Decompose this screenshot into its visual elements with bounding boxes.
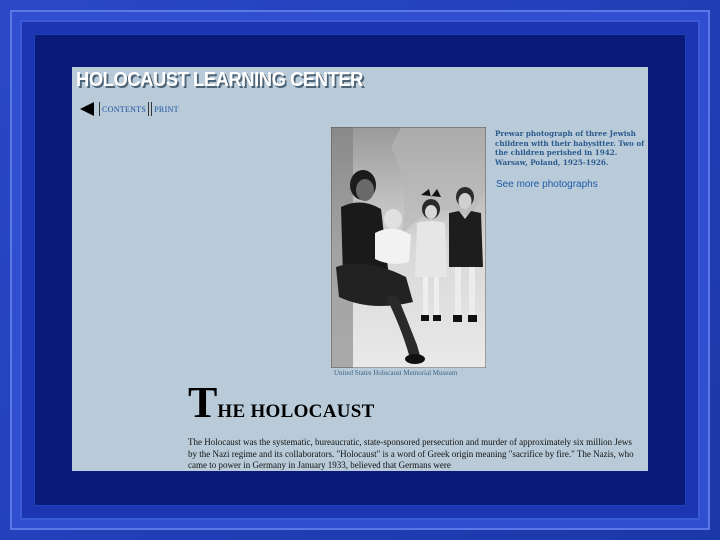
photo-caption: Prewar photograph of three Jewish children with their babysitter. Two of the children perished in 1942. Warsaw, Poland, 1925-1926.: [495, 129, 645, 167]
nav-divider: [148, 102, 149, 116]
historical-photo: [331, 127, 486, 368]
nav-divider: [151, 102, 152, 116]
left-arrow-icon[interactable]: [80, 102, 94, 116]
contents-link[interactable]: CONTENTS: [102, 104, 147, 114]
print-link[interactable]: PRINT: [154, 104, 179, 114]
photo-credit: United States Holocaust Memorial Museum: [334, 369, 458, 377]
nav-divider: [99, 102, 100, 116]
article-body: The Holocaust was the systematic, bureaucratic, state-sponsored persecution and murder of approximately six million Jews by the Nazi regime and its collaborators. "Holocaust" is a word of Greek origin meaning "sacrifice by fire." The Nazis, who came to power in Germany in January 1933, believed that Germans were: [188, 437, 634, 470]
title-rest: HE HOLOCAUST: [217, 401, 375, 422]
photo-image: [331, 127, 486, 368]
content-panel: [72, 67, 648, 471]
site-banner[interactable]: HOLOCAUST LEARNING CENTER: [76, 69, 363, 91]
see-more-photos-link[interactable]: See more photographs: [496, 179, 598, 190]
page-title: [188, 377, 375, 428]
title-initial: T: [188, 378, 218, 427]
nav-bar: [80, 101, 179, 117]
